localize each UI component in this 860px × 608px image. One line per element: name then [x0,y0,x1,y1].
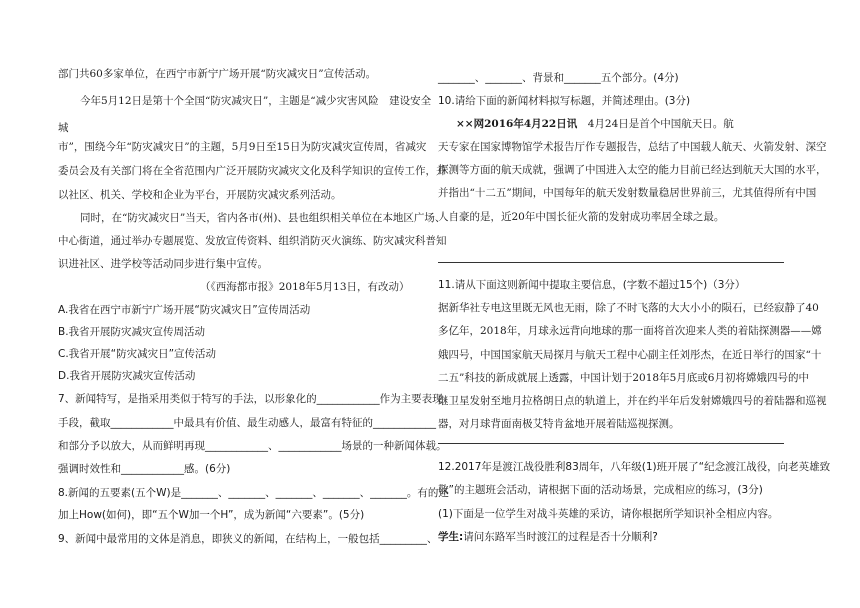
text-line: 多亿年，2018年，月球永远背向地球的那一面将首次迎来人类的着陆探测器——嫦 [438,325,822,337]
question-11: 11.请从下面这则新闻中提取主要信息，(字数不超过15个)（3分） [438,279,746,291]
text-line: 人自豪的是，近20年中国长征火箭的发射成功率居全球之最。 [438,211,725,223]
option-d: D.我省开展防灾减灾宣传活动 [58,370,196,382]
text-line: 城 [58,122,69,134]
question-7-line: 和部分予以放大，从而鲜明再现____________、____________场景的一种新闻体载。 [58,440,447,452]
question-12: 12.2017年是渡江战役胜利83周年，八年级(1)班开展了“纪念渡江战役，向老英雄致 [438,461,831,473]
text-line: 部门共60多家单位，在西宁市新宁广场开展“防灾减灾日”宣传活动。 [58,68,377,80]
source-citation: （《西海都市报》2018年5月13日，有改动） [200,281,410,293]
text-line: 并指出“十二五”期间，中国每年的航天发射数量稳居世界前三，尤其值得所有中国 [438,187,817,199]
text-line: 二五”科技的新成就展上透露，中国计划于2018年5月底或6月初将嫦娥四号的中 [438,372,809,384]
text-line: 今年5月12日是第十个全国“防灾减灾日”，主题是“减少灾害风险 建设安全 [80,95,432,107]
option-a: A.我省在西宁市新宁广场开展“防灾减灾日”宣传周活动 [58,304,311,316]
answer-line [438,262,784,263]
interview-question: 请问东路军当时渡江的过程是否十分顺利? [463,531,658,543]
text-line: 中心街道，通过举办专题展览、发放宣传资料、组织消防灭火演练、防灾减灾科普知 [58,235,447,247]
text-line: 委员会及有关部门将在全省范围内广泛开展防灾减灾文化及科学知识的宣传工作，并 [58,165,447,177]
question-8: 8.新闻的五要素(五个W)是_______、_______、_______、_______、_______。有的还 [58,487,449,499]
text-line: 识进社区、进学校等活动同步进行集中宣传。 [58,258,268,270]
question-8-line: 加上How(如何)，即“五个W加一个H”，成为新闻“六要素”。(5分) [58,509,365,521]
question-10: 10.请给下面的新闻材料拟写标题，并简述理由。(3分) [438,95,691,107]
question-9-line: _______、_______、背景和_______五个部分。(4分) [438,72,679,84]
question-9: 9、新闻中最常用的文体是消息，即狭义的新闻，在结构上，一般包括_________、 [58,533,438,545]
option-c: C.我省开展“防灾减灾日”宣传活动 [58,348,217,360]
answer-line [438,443,784,444]
news-text: 4月24日是首个中国航天日。航 [587,118,734,130]
question-12-sub1: (1)下面是一位学生对战斗英雄的采访，请你根据所学知识补全相应内容。 [438,508,779,520]
speaker-label: 学生: [438,531,464,543]
text-line: 娥四号，中国国家航天局探月与航天工程中心副主任刘彤杰，在近日举行的国家“十 [438,349,822,361]
text-line: 探测等方面的航天成就，强调了中国进入太空的能力目前已经达到航天大国的水平， [438,164,827,176]
text-line: 以社区、机关、学校和企业为平台，开展防灾减灾系列活动。 [58,189,342,201]
text-line: 市”，围绕今年“防灾减灾日”的主题，5月9日至15日为防灾减灾宣传周，省减灾 [58,141,427,153]
option-b: B.我省开展防灾减灾宣传周活动 [58,326,206,338]
text-line: 继卫星发射至地月拉格朗日点的轨道上，并在约半年后发射嫦娥四号的着陆器和巡视 [438,395,827,407]
text-line: 同时，在“防灾减灾日”当天，省内各市(州)、县也组织相关单位在本地区广场、 [80,212,446,224]
question-7: 7、新闻特写，是指采用类似于特写的手法，以形象化的____________作为主要表现 [58,393,443,405]
question-7-line: 手段，截取____________中最具有价值、最生动感人，最富有特征的____________ [58,417,436,429]
question-12-line: 敬”的主题班会活动，请根据下面的活动场景，完成相应的练习，(3分) [438,484,763,496]
news-dateline: ××网2016年4月22日讯 [456,118,578,130]
news-paragraph [456,116,734,131]
text-line: 据新华社专电这里既无风也无雨，除了不时飞落的大大小小的陨石，已经寂静了40 [438,302,819,314]
question-7-line: 强调时效性和____________感。(6分) [58,463,231,475]
text-line: 天专家在国家博物馆学术报告厅作专题报告，总结了中国载人航天、火箭发射、深空 [438,141,827,153]
text-line: 器，对月球背面南极艾特肯盆地开展着陆巡视探测。 [438,418,680,430]
interview-line [438,529,658,544]
